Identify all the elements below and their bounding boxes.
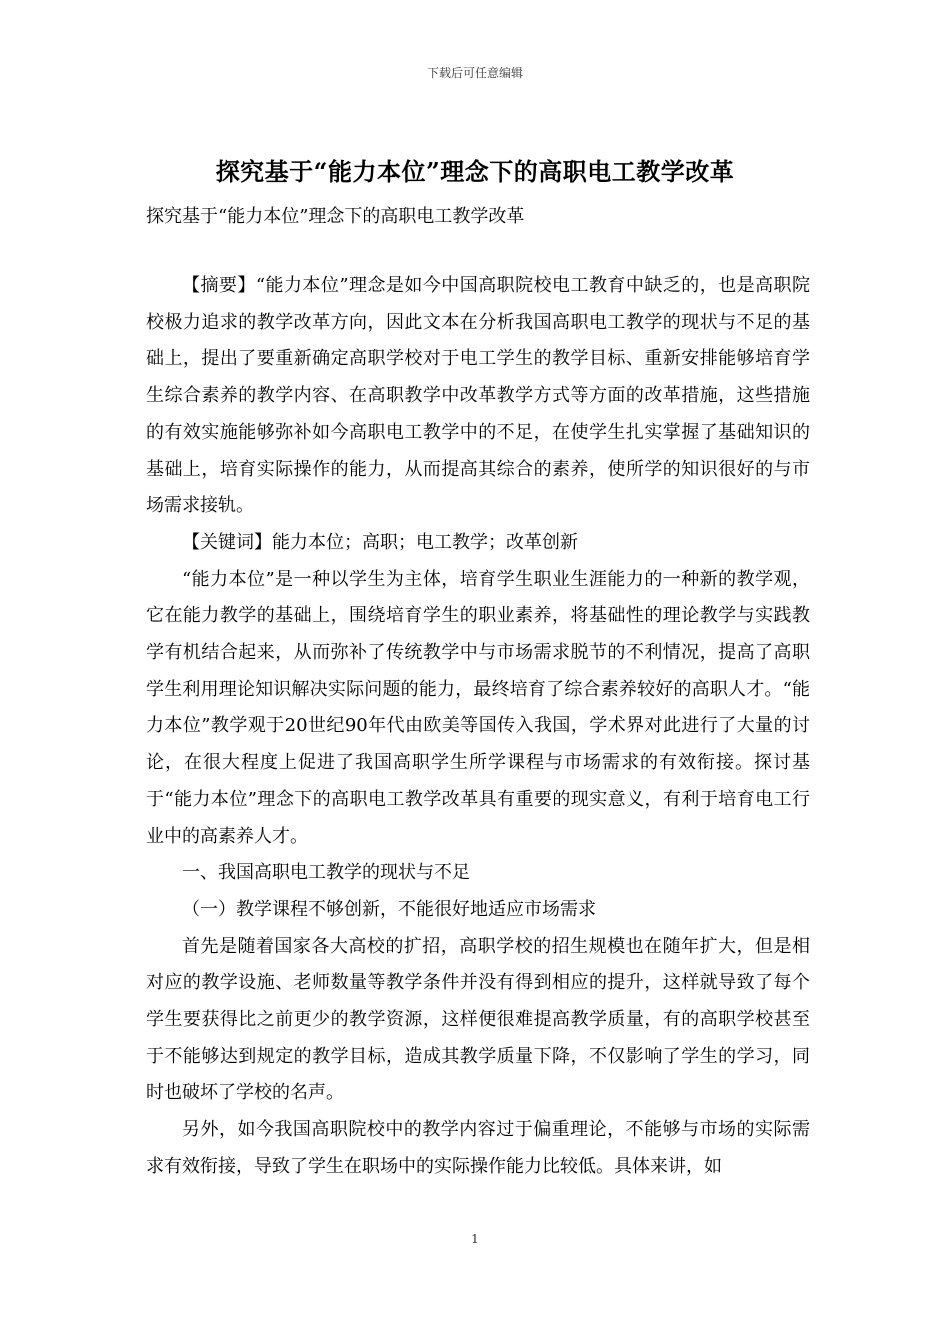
intro-paragraph: “能力本位”是一种以学生为主体，培育学生职业生涯能力的一种新的教学观，它在能力教学的基础上，围绕培育学生的职业素养，将基础性的理论教学与实践教学有机结合起来，从而弥补了传统教学中与市场需求脱节的不利情况，提高了高职学生利用理论知识解决实际问题的能力，最终培育了综合素养较好的高职人才。“能力本位”教学观于20世纪90年代由欧美等国传入我国，学术界对此进行了大量的讨论，在很大程度上促进了我国高职学生所学课程与市场需求的有效衔接。探讨基于“能力本位”理念下的高职电工教学改革具有重要的现实意义，有利于培育电工行业中的高素养人才。 <box>146 568 810 847</box>
document-subtitle: 探究基于“能力本位”理念下的高职电工教学改革 <box>146 206 525 227</box>
subsection-heading: （一）教学课程不够创新，不能很好地适应市场需求 <box>182 898 596 920</box>
abstract-paragraph: 【摘要】“能力本位”理念是如今中国高职院校电工教育中缺乏的，也是高职院校极力追求的教学改革方向，因此文本在分析我国高职电工教学的现状与不足的基础上，提出了要重新确定高职学校对于电工学生的教学目标、重新安排能够培育学生综合素养的教学内容、在高职教学中改革教学方式等方面的改革措施，这些措施的有效实施能够弥补如今高职电工教学中的不足，在使学生扎实掌握了基础知识的基础上，培育实际操作的能力，从而提高其综合的素养，使所学的知识很好的与市场需求接轨。 <box>146 275 810 517</box>
document-title: 探究基于“能力本位”理念下的高职电工教学改革 <box>215 157 735 186</box>
page-header-note: 下载后可任意编辑 <box>426 66 523 80</box>
document-body <box>146 268 810 1186</box>
keywords-paragraph: 【关键词】能力本位；高职；电工教学；改革创新 <box>182 531 578 553</box>
body-paragraph: 另外，如今我国高职院校中的教学内容过于偏重理论，不能够与市场的实际需求有效衔接，导致了学生在职场中的实际操作能力比较低。具体来讲，如 <box>146 1119 810 1177</box>
body-paragraph: 首先是随着国家各大高校的扩招，高职学校的招生规模也在随年扩大，但是相对应的教学设施、老师数量等教学条件并没有得到相应的提升，这样就导致了每个学生要获得比之前更少的教学资源，这样便很难提高教学质量，有的高职学校甚至于不能够达到规定的教学目标，造成其教学质量下降，不仅影响了学生的学习，同时也破坏了学校的名声。 <box>146 935 810 1104</box>
section-heading: 一、我国高职电工教学的现状与不足 <box>182 862 470 884</box>
page-number: 1 <box>471 1232 479 1246</box>
